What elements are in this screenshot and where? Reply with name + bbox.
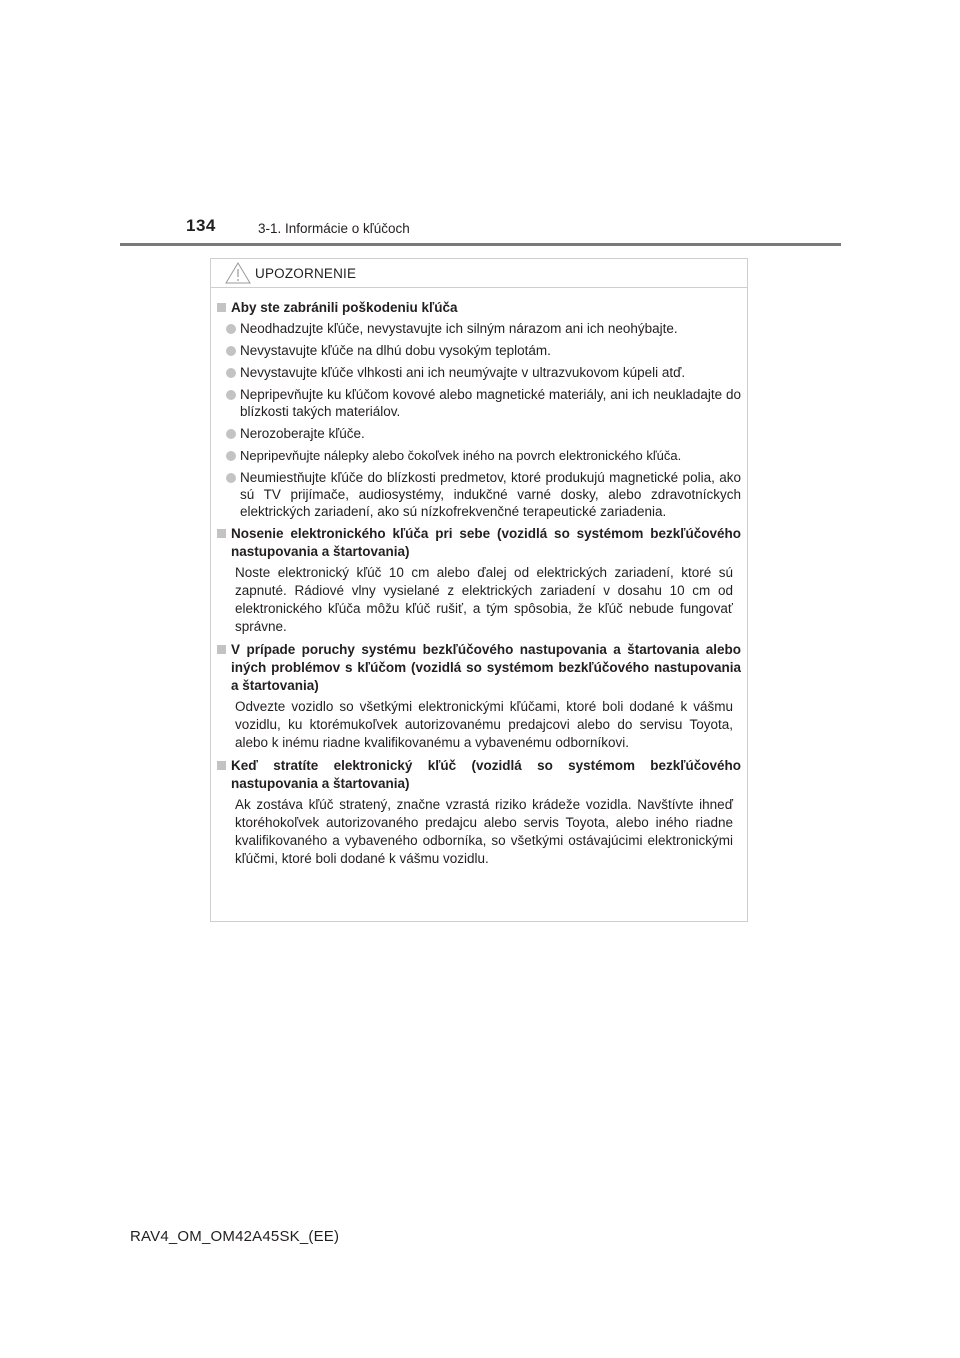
topic-heading-text: Nosenie elektronického kľúča pri sebe (vozidlá so systémom bezkľúčového nastupovania a štartovania) [231,526,741,559]
warning-header [211,259,747,288]
topic-system-malfunction [217,641,741,752]
dot-bullet [226,473,236,483]
topic-paragraph: Ak zostáva kľúč stratený, značne vzrastá riziko krádeže vozidla. Navštívte ihneď ktoréhokoľvek autorizovaného predajcu alebo servis Toyota, alebo iného riadne kvalifikovaného a vybaveného odborníka, so všetkými ostávajúcimi elektronickými kľúčmi, ktoré boli dodané k vášmu vozidlu. [235,797,733,866]
square-bullet [217,645,226,654]
square-bullet [217,303,226,312]
topic-carrying-key [217,525,741,636]
square-bullet [217,529,226,538]
dot-bullet [226,346,236,356]
dot-bullet [226,390,236,400]
topic-heading-text: Aby ste zabránili poškodeniu kľúča [231,300,458,315]
dot-bullet [226,324,236,334]
list-item-text: Neodhadzujte kľúče, nevystavujte ich silným nárazom ani ich neohýbajte. [240,321,678,336]
list-item [217,320,741,337]
list-item-text: Nerozoberajte kľúče. [240,426,365,441]
list-item [217,342,741,359]
topic-lost-key [217,757,741,868]
topic-heading [217,757,741,793]
dot-bullet [226,451,236,461]
list-item-text: Neumiestňujte kľúče do blízkosti predmetov, ktoré produkujú magnetické polia, ako sú TV prijímače, audiosystémy, indukčné varné dosky, alebo zdravotníckych elektrických zariadení, ako sú nízkofrekvenčné terapeutické zariadenia. [240,470,741,519]
dot-bullet [226,368,236,378]
list-item [217,364,741,381]
warning-body [211,288,747,868]
page-number: 134 [186,216,216,235]
topic-heading-text: V prípade poruchy systému bezkľúčového nastupovania a štartovania alebo iných problémov s kľúčom (vozidlá so systémom bezkľúčového nastupovania a štartovania) [231,642,741,693]
topic-paragraph: Odvezte vozidlo so všetkými elektronickými kľúčami, ktoré boli dodané k vášmu vozidlu, ku ktorémukoľvek autorizovanému predajcovi alebo do servisu Toyota, alebo k inému riadne kvalifikovanému a vybavenému odborníkovi. [235,699,733,750]
warning-title: UPOZORNENIE [255,265,357,281]
warning-box [210,258,748,922]
list-item [217,425,741,442]
list-item [217,386,741,420]
list-item [217,447,741,464]
list-item [217,469,741,520]
topic-heading [217,299,741,317]
list-item-text: Nepripevňujte nálepky alebo čokoľvek iného na povrch elektronického kľúča. [240,448,682,463]
list-item-text: Nevystavujte kľúče vlhkosti ani ich neumývajte v ultrazvukovom kúpeli atď. [240,365,686,380]
list-item-text: Nevystavujte kľúče na dlhú dobu vysokým teplotám. [240,343,551,358]
topic-heading-text: Keď stratíte elektronický kľúč (vozidlá so systémom bezkľúčového nastupovania a štartovania) [231,758,741,791]
header-rule [120,243,841,246]
section-title: 3-1. Informácie o kľúčoch [258,221,410,236]
topic-heading [217,525,741,561]
warning-triangle-icon [225,262,251,284]
list-item-text: Nepripevňujte ku kľúčom kovové alebo magnetické materiály, ani ich neukladajte do blízkosti takých materiálov. [240,387,741,419]
topic-paragraph: Noste elektronický kľúč 10 cm alebo ďalej od elektrických zariadení, ktoré sú zapnuté. Rádiové vlny vysielané z elektrických zariadení v dosahu 10 cm od elektronického kľúča môžu kľúč rušiť, a tým spôsobia, že kľúč nebude fungovať správne. [235,565,733,634]
topic-damage-prevention [217,299,741,520]
topic-heading [217,641,741,695]
square-bullet [217,761,226,770]
dot-bullet [226,429,236,439]
footer-document-code: RAV4_OM_OM42A45SK_(EE) [130,1228,340,1245]
